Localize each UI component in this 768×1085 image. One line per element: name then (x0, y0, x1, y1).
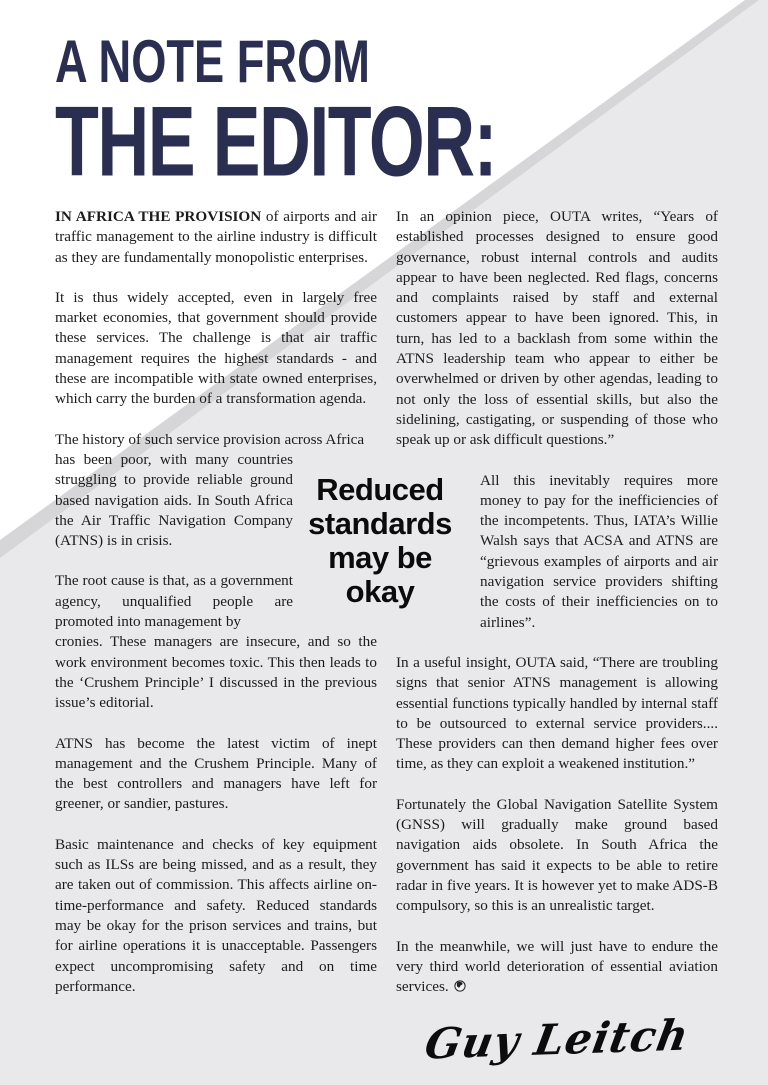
paragraph-intro-line: The history of such service provision across Africa (55, 430, 365, 448)
pull-quote-line: standards (308, 506, 452, 541)
paragraph: Fortunately the Global Navigation Satellite System (GNSS) will gradually make ground based navigation aids obsolete. In South Africa the government has said it expects to be able to retire radar in five years. It is however yet to make ADS-B compulsory, so this is an unrealistic target. (396, 795, 718, 915)
paragraph: In an opinion piece, OUTA writes, “Years of established processes designed to ensure good governance, robust internal controls and audits appear to have been neglected. Red flags, concerns and complaints raised by staff and external customers appear to have been ignored. This, in turn, has led to a backlash from some within the ATNS leadership team who appear to either be overwhelmed or driven by other agendas, leading to not only the loss of essential skills, but also the sidelining, castigating, or suspending of those who speak up or ask difficult questions.” (396, 208, 718, 449)
pull-quote-line: Reduced (316, 472, 444, 507)
pull-quote-line: okay (345, 574, 415, 609)
globe-end-mark-icon (454, 980, 466, 992)
paragraph: Basic maintenance and checks of key equipment such as ILSs are being missed, and as a result, they are taken out of commission. This affects airline on-time-performance and safety. Reduced standards may be okay for the prison services and trains, but for airline operations it is unacceptable. Passengers expect uncompromising safety and on time performance. (55, 835, 377, 995)
paragraph-wrapped: has been poor, with many countries struggling to provide reliable ground based navigation aids. In South Africa the Air Traffic Navigation Company (ATNS) is in crisis. (55, 450, 293, 550)
pull-quote-line: may be (328, 540, 432, 575)
left-column (55, 207, 377, 1017)
paragraph-wrapped: The root cause is that, as a government agency, unqualified people are promoted into management by (55, 572, 293, 631)
pull-quote (286, 473, 474, 609)
paragraph: In a useful insight, OUTA said, “There are troubling signs that senior ATNS management is allowing essential functions typically handled by internal staff to be outsourced to external service providers.... These providers can then demand higher fees over time, as they can exploit a weakened institution.” (396, 653, 718, 773)
page-title-line-1: A NOTE FROM (55, 27, 370, 96)
right-column (396, 207, 718, 1070)
lead-in-text: IN AFRICA THE PROVISION (55, 208, 262, 225)
paragraph-text: of airports and air traffic management to the airline industry is difficult as they are fundamentally monopolistic enterprises. (55, 208, 377, 266)
page-title-line-2: THE EDITOR: (55, 85, 497, 198)
paragraph: ATNS has become the latest victim of inept management and the Crushem Principle. Many of the best controllers and managers have left for greener, or sandier, pastures. (55, 734, 377, 813)
paragraph-wrapped: All this inevitably requires more money to pay for the inefficiencies of the incompetents. Thus, IATA’s Willie Walsh says that ACSA and ATNS are “grievous examples of airports and air navigation service providers shifting the costs of their inefficiencies on to airlines”. (480, 471, 718, 631)
paragraph: cronies. These managers are insecure, and so the work environment becomes toxic. This then leads to the ‘Crushem Principle’ I discussed in the previous issue’s editorial. (55, 633, 377, 712)
paragraph: It is thus widely accepted, even in largely free market economies, that government should provide these services. The challenge is that air traffic management requires the highest standards - and these are incompatible with state owned enterprises, which carry the burden of a transformation agenda. (55, 288, 377, 408)
editor-signature: Guy Leitch (421, 1010, 693, 1070)
paragraph-lead (55, 207, 377, 268)
paragraph-closing (396, 937, 718, 998)
paragraph-text: In the meanwhile, we will just have to endure the very third world deterioration of essential aviation services. (396, 937, 718, 996)
